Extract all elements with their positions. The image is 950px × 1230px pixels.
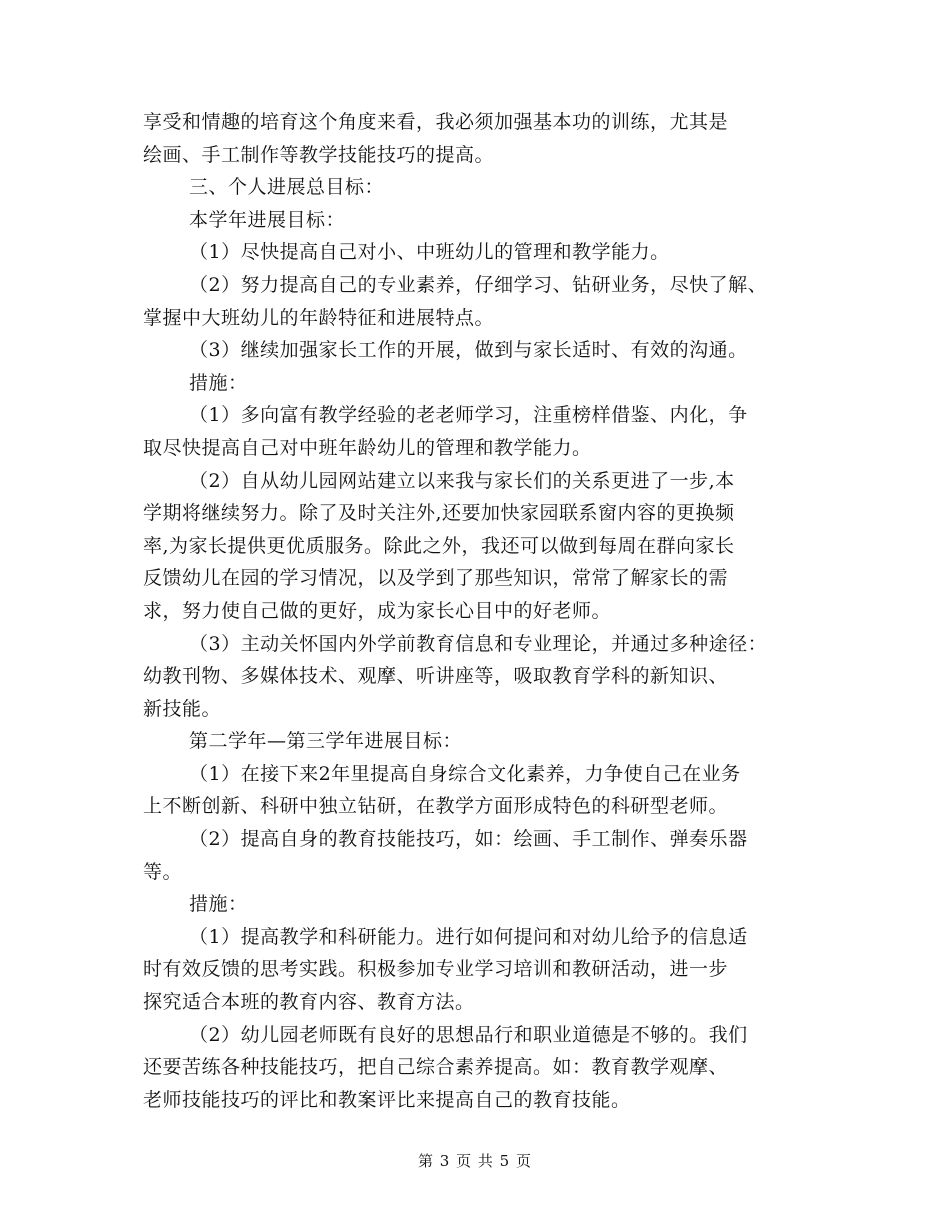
text-line: （2）提高自身的教育技能技巧，如：绘画、手工制作、弹奏乐器	[189, 828, 748, 851]
text-line: （3）继续加强家长工作的开展，做到与家长适时、有效的沟通。	[189, 339, 748, 362]
page-number-footer: 第 3 页 共 5 页	[418, 1152, 532, 1170]
text-line: 学期将继续努力。除了及时关注外,还要加快家园联系窗内容的更换频	[143, 502, 735, 525]
text-line: （1）多向富有教学经验的老老师学习，注重榜样借鉴、内化，争	[189, 404, 748, 427]
text-line: 绘画、手工制作等教学技能技巧的提高。	[143, 143, 495, 166]
text-line: （1）在接下来2年里提高自身综合文化素养，力争使自己在业务	[189, 762, 741, 785]
subsection-heading: 措施：	[189, 371, 248, 394]
text-line: （2）自从幼儿园网站建立以来我与家长们的关系更进了一步,本	[189, 469, 735, 492]
text-line: 还要苦练各种技能技巧，把自己综合素养提高。如：教育教学观摩、	[143, 1056, 729, 1079]
document-body	[143, 106, 833, 1116]
text-line: 掌握中大班幼儿的年龄特征和进展特点。	[143, 306, 495, 329]
text-line: （2）努力提高自己的专业素养，仔细学习、钻研业务，尽快了解、	[189, 273, 768, 296]
text-line: 新技能。	[143, 697, 222, 720]
text-line: 幼教刊物、多媒体技术、观摩、听讲座等，吸取教育学科的新知识、	[143, 665, 729, 688]
text-line: 等。	[143, 860, 183, 883]
text-line: 反馈幼儿在园的学习情况，以及学到了那些知识，常常了解家长的需	[143, 567, 729, 590]
section-heading: 三、个人进展总目标：	[189, 176, 385, 199]
subsection-heading: 第二学年—第三学年进展目标：	[189, 730, 463, 753]
text-line: （1）尽快提高自己对小、中班幼儿的管理和教学能力。	[189, 241, 670, 264]
text-line: 求，努力使自己做的更好，成为家长心目中的好老师。	[143, 599, 612, 622]
text-line: （1）提高教学和科研能力。进行如何提问和对幼儿给予的信息适	[189, 925, 748, 948]
text-line: （2）幼儿园老师既有良好的思想品行和职业道德是不够的。我们	[189, 1023, 748, 1046]
text-line: 老师技能技巧的评比和教案评比来提高自己的教育技能。	[143, 1088, 631, 1111]
text-line: （3）主动关怀国内外学前教育信息和专业理论，并通过多种途径：	[189, 632, 768, 655]
text-line: 上不断创新、科研中独立钻研，在教学方面形成特色的科研型老师。	[143, 795, 729, 818]
text-line: 享受和情趣的培育这个角度来看，我必须加强基本功的训练，尤其是	[143, 111, 729, 133]
text-line: 时有效反馈的思考实践。积极参加专业学习培训和教研活动，进一步	[143, 958, 729, 981]
subsection-heading: 本学年进展目标：	[189, 208, 346, 231]
subsection-heading: 措施：	[189, 893, 248, 916]
text-line: 率,为家长提供更优质服务。除此之外，我还可以做到每周在群向家长	[143, 534, 735, 557]
text-line: 取尽快提高自己对中班年龄幼儿的管理和教学能力。	[143, 436, 592, 459]
text-line: 探究适合本班的教育内容、教育方法。	[143, 991, 475, 1014]
